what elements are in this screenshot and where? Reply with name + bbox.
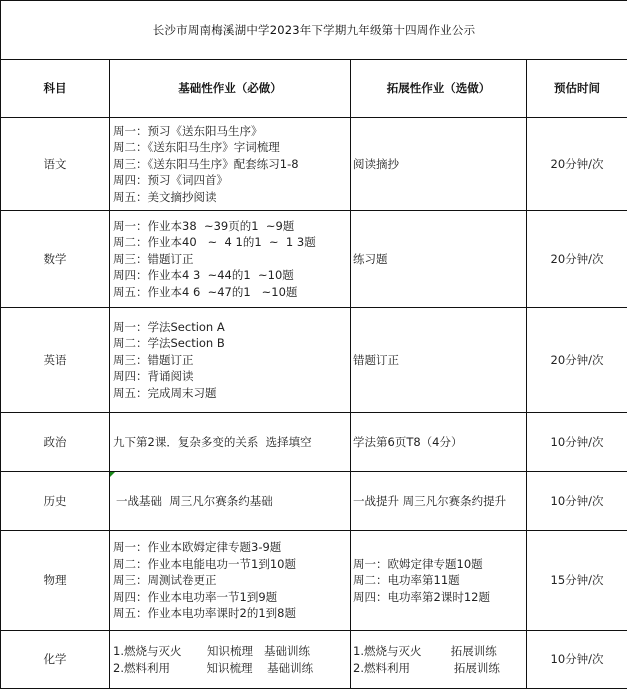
table-row [1,413,627,472]
basic-line: 周二：学法Section B [113,336,225,351]
table-row [1,472,627,531]
subject-cell[interactable]: 政治 [1,413,110,472]
extended-line: 周一：欧姆定律专题10题 [353,556,483,571]
basic-line: 周五：作业本电功率课时2的1到8题 [113,606,296,621]
header-subject[interactable]: 科目 [1,60,110,118]
basic-line: 周四：作业本4 3 ~44的1 ~10题 [113,268,294,283]
basic-line: 九下第2课．复杂多变的关系 选择填空 [113,434,312,449]
basic-line: 周一：作业本欧姆定律专题3-9题 [113,540,282,555]
extended-line: 一战提升 周三凡尔赛条约提升 [353,493,507,508]
extended-cell[interactable] [351,413,527,472]
extended-cell[interactable] [351,211,527,308]
basic-line: 周四：预习《词四首》 [113,173,228,188]
table-row [1,631,627,689]
extended-line: 周二：电功率第11题 [353,573,460,588]
subject-cell[interactable]: 化学 [1,631,110,689]
header-extended[interactable]: 拓展性作业（选做） [351,60,527,118]
basic-cell[interactable] [110,631,351,689]
basic-line: 1.燃烧与灭火 知识梳理 基础训练 [113,644,311,658]
basic-line: 周一：学法Section A [113,319,225,334]
time-cell[interactable]: 10分钟/次 [527,472,627,531]
basic-line: 周五：作业本4 6 ~47的1 ~10题 [113,284,298,299]
basic-cell[interactable] [110,118,351,211]
basic-line: 周二：作业本40 ~ 4 1的1 ~ 1 3题 [113,235,316,250]
basic-line: 周四：背诵阅读 [113,369,194,384]
table-row [1,308,627,413]
extended-line: 2.燃料利用 拓展训练 [353,660,500,675]
extended-line: 学法第6页T8（4分） [353,434,463,449]
header-row [1,60,627,118]
time-cell[interactable]: 15分钟/次 [527,531,627,631]
title-row [1,1,627,60]
extended-line: 阅读摘抄 [353,156,399,171]
time-cell[interactable]: 20分钟/次 [527,118,627,211]
basic-line: 周三：错题订正 [113,352,194,367]
extended-line: 周四：电功率第2课时12题 [353,589,490,604]
table-row [1,531,627,631]
subject-cell[interactable]: 语文 [1,118,110,211]
basic-cell[interactable] [110,211,351,308]
basic-cell[interactable] [110,472,351,531]
extended-line: 1.燃烧与灭火 拓展训练 [353,644,497,658]
basic-line: 周四：作业本电功率一节1到9题 [113,589,278,604]
subject-cell[interactable]: 历史 [1,472,110,531]
extended-cell[interactable] [351,118,527,211]
subject-cell[interactable]: 物理 [1,531,110,631]
table-row [1,211,627,308]
comment-marker-icon [110,472,115,477]
basic-line: 一战基础 周三凡尔赛条约基础 [116,493,273,508]
subject-cell[interactable]: 数学 [1,211,110,308]
basic-line: 2.燃料利用 知识梳理 基础训练 [113,660,314,675]
extended-cell[interactable] [351,631,527,689]
basic-line: 周三：周测试卷更正 [113,573,217,588]
extended-cell[interactable] [351,472,527,531]
table-row [1,118,627,211]
extended-cell[interactable] [351,531,527,631]
basic-line: 周二：作业本电能电功一节1到10题 [113,556,296,571]
header-basic[interactable]: 基础性作业（必做） [110,60,351,118]
header-time[interactable]: 预估时间 [527,60,627,118]
basic-line: 周五：完成周末习题 [113,385,217,400]
basic-line: 周三：错题订正 [113,251,194,266]
basic-line: 周五：美文摘抄阅读 [113,189,217,204]
time-cell[interactable]: 20分钟/次 [527,308,627,413]
basic-line: 周一：预习《送东阳马生序》 [113,123,263,138]
basic-cell[interactable] [110,531,351,631]
time-cell[interactable]: 10分钟/次 [527,413,627,472]
basic-line: 周二：《送东阳马生序》字词梳理 [113,140,280,155]
extended-line: 错题订正 [353,352,399,367]
extended-line: 练习题 [353,251,388,266]
basic-cell[interactable] [110,413,351,472]
time-cell[interactable]: 10分钟/次 [527,631,627,689]
subject-cell[interactable]: 英语 [1,308,110,413]
basic-line: 周一：作业本38 ~39页的1 ~9题 [113,218,295,233]
basic-cell[interactable] [110,308,351,413]
extended-cell[interactable] [351,308,527,413]
basic-line: 周三：《送东阳马生序》配套练习1-8 [113,156,299,171]
time-cell[interactable]: 20分钟/次 [527,211,627,308]
sheet-title[interactable]: 长沙市周南梅溪湖中学2023年下学期九年级第十四周作业公示 [1,1,627,60]
